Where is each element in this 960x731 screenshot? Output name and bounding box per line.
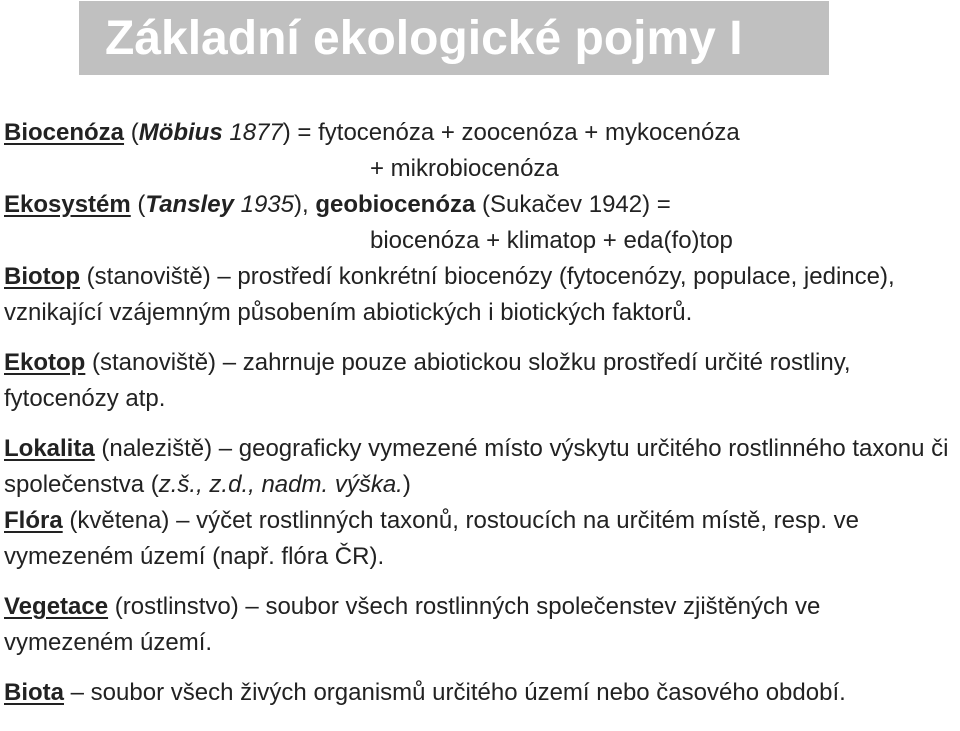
term-flora: Flóra [4, 507, 63, 534]
definition-ekosystem: Ekosystém (Tansley 1935), geobiocenóza (Sukačev 1942) = [4, 191, 671, 218]
term-ekosystem: Ekosystém [4, 191, 131, 218]
slide-title: Základní ekologické pojmy I [105, 11, 743, 65]
definition-ekosystem-line2: biocenóza + klimatop + eda(fo)top [370, 227, 733, 254]
definition-vegetace: Vegetace (rostlinstvo) – soubor všech rostlinných společenstev zjištěných ve vymezeném území. [4, 593, 821, 656]
term-geobiocenoza: geobiocenóza [315, 191, 476, 218]
definition-flora: Flóra (květena) – výčet rostlinných taxonů, rostoucích na určitém místě, resp. ve vymezeném území (např. flóra ČR). [4, 507, 860, 570]
term-vegetace: Vegetace [4, 593, 109, 620]
author-mobius: Möbius [138, 119, 223, 146]
definition-lokalita: Lokalita (naleziště) – geograficky vymezené místo výskytu určitého rostlinného taxonu či společenstva (z.š., z.d., nadm. výška.) [4, 435, 949, 498]
slide-content [4, 115, 954, 711]
definition-ekotop: Ekotop (stanoviště) – zahrnuje pouze abiotickou složku prostředí určité rostliny, fytocenózy atp. [4, 349, 851, 412]
definition-biotop: Biotop (stanoviště) – prostředí konkrétní biocenózy (fytocenózy, populace, jedince), vznikající vzájemným působením abiotických i biotických faktorů. [4, 263, 895, 326]
definition-biocenoza: Biocenóza (Möbius 1877) = fytocenóza + zoocenóza + mykocenóza [4, 119, 740, 146]
title-bar [79, 1, 829, 75]
term-biota: Biota [4, 679, 64, 706]
term-biotop: Biotop [4, 263, 80, 290]
term-biocenoza: Biocenóza [4, 119, 125, 146]
term-ekotop: Ekotop [4, 349, 86, 376]
author-tansley: Tansley [145, 191, 234, 218]
definition-biota: Biota – soubor všech živých organismů určitého území nebo časového období. [4, 679, 846, 706]
definition-biocenoza-line2: + mikrobiocenóza [370, 155, 559, 182]
term-lokalita: Lokalita [4, 435, 95, 462]
lokalita-examples: z.š., z.d., nadm. výška. [158, 471, 403, 498]
